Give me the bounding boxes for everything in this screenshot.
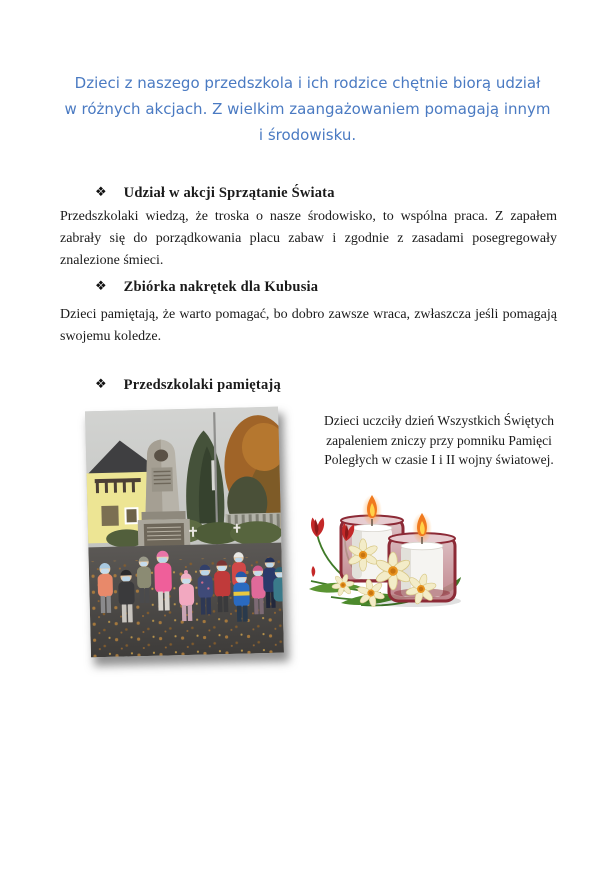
section-heading-sprzatanie-swiata [95,184,335,202]
memorial-caption [303,411,575,470]
memorial-photo-illustration [85,407,284,658]
candles-illustration [301,489,479,616]
section-title: Zbiórka nakrętek dla Kubusia [123,279,319,295]
caption-line-3: Poległych w czasie I i II wojny światowej. [324,452,554,467]
section-body-zbiorka-nakretek: Dzieci pamiętają, że warto pomagać, bo dobro zawsze wraca, zwłaszcza jeśli pomagają swojemu koledze. [60,307,557,344]
intro-line-2: w różnych akcjach. Z wielkim zaangażowaniem pomagają innym [64,100,551,118]
section-heading-przedszkolaki-pamietaja [95,376,281,394]
caption-line-1: Dzieci uczciły dzień Wszystkich Świętych [324,413,554,428]
diamond-bullet-icon: ❖ [95,376,107,391]
section-title: Udział w akcji Sprzątanie Świata [123,185,335,201]
memorial-candles-clipart [301,489,479,616]
intro-line-3: i środowisku. [258,126,357,144]
section-heading-zbiorka-nakretek [95,278,318,296]
intro-heading [45,70,570,148]
section-body-sprzatanie-swiata: Przedszkolaki wiedzą, że troska o nasze środowisko, to wspólna praca. Z zapałem zabrały się do porządkowania placu zabaw i zgodnie z zasadami posegregowały znalezione śmieci. [60,209,557,268]
diamond-bullet-icon: ❖ [95,184,107,199]
caption-line-2: zapaleniem zniczy przy pomniku Pamięci [326,432,552,448]
diamond-bullet-icon: ❖ [95,278,107,293]
intro-line-1: Dzieci z naszego przedszkola i ich rodzice chętnie biorą udział [74,74,541,92]
children-at-memorial-photo [85,407,284,658]
section-title: Przedszkolaki pamiętają [123,377,281,393]
